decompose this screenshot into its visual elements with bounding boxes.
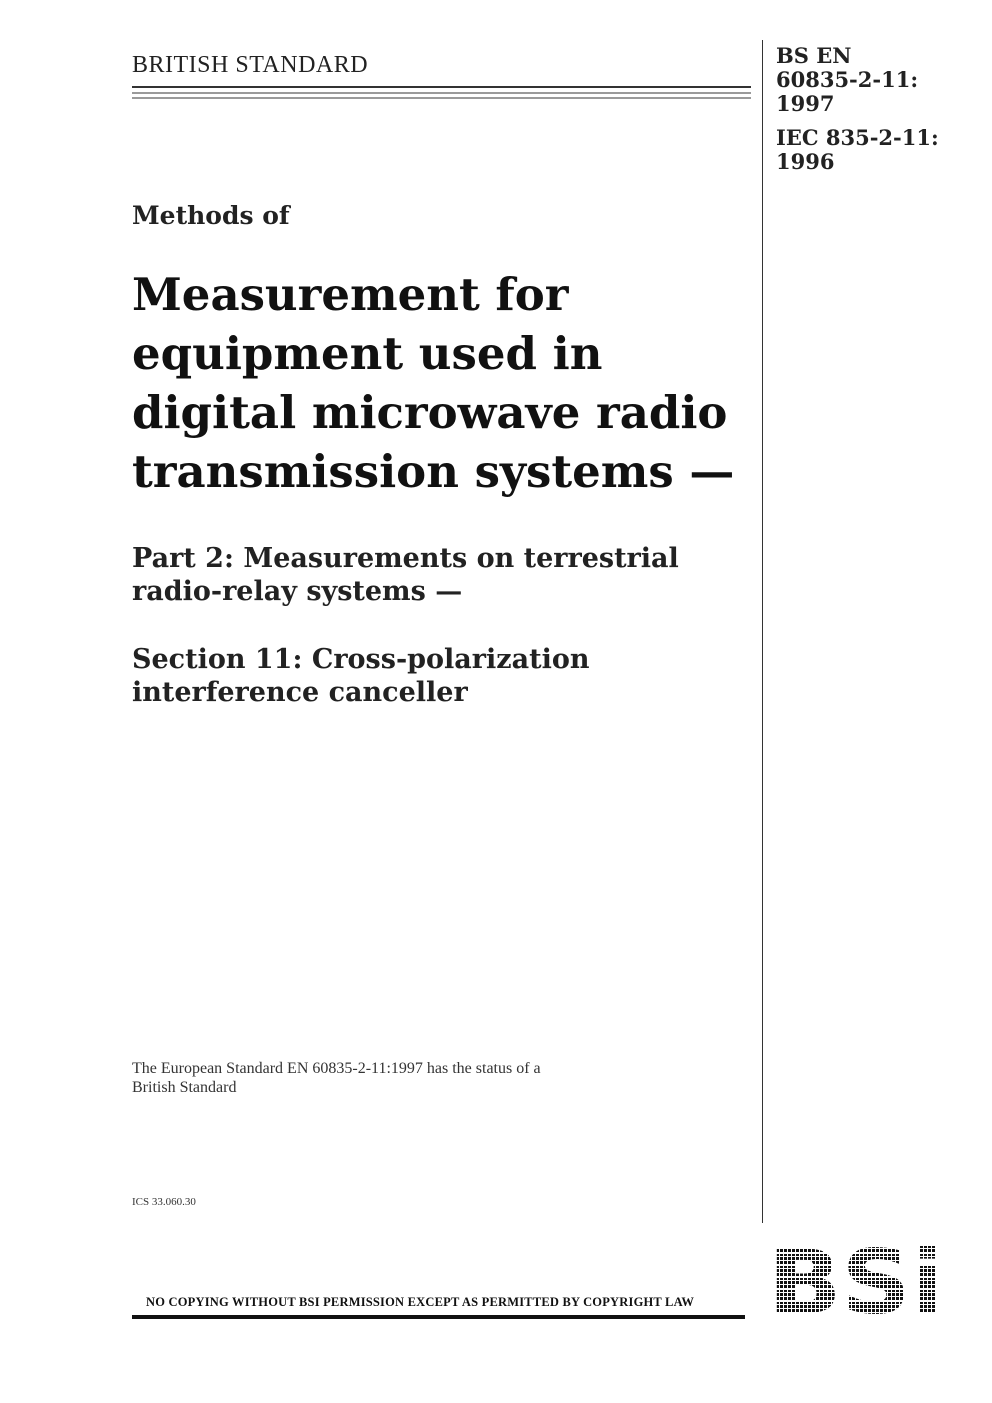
header-label: BRITISH STANDARD [132,52,369,78]
bs-en-number-line-1: BS EN [776,43,852,68]
section-title-line: Section 11: Cross-polarization [132,644,590,675]
header-rules [132,86,751,99]
header-rule-dark [132,86,751,88]
header-rule-light-2 [132,97,751,99]
bsi-logo-icon [768,1241,946,1317]
pre-title: Methods of [132,201,290,230]
iec-number-line-1: IEC 835-2-11: [776,125,939,150]
standard-numbers [776,44,976,174]
main-title [132,265,757,501]
status-note [132,1059,692,1097]
status-note-line: British Standard [132,1079,237,1096]
ics-code: ICS 33.060.30 [132,1196,196,1208]
part-title-line: Part 2: Measurements on terrestrial [132,543,679,574]
main-title-line: equipment used in [132,327,603,380]
main-title-line: transmission systems — [132,445,735,498]
copyright-notice: NO COPYING WITHOUT BSI PERMISSION EXCEPT AS PERMITTED BY COPYRIGHT LAW [146,1295,695,1309]
bs-en-number-line-2: 60835-2-11: [776,67,919,92]
part-title [132,542,752,608]
iec-number-line-2: 1996 [776,149,835,174]
bs-en-number-line-3: 1997 [776,91,835,116]
header-rule-light-1 [132,92,751,94]
bottom-rule [132,1315,745,1319]
main-title-line: digital microwave radio [132,386,728,439]
part-title-line: radio-relay systems — [132,576,463,607]
vertical-divider [762,40,763,1223]
main-title-line: Measurement for [132,268,569,321]
status-note-line: The European Standard EN 60835-2-11:1997 has the status of a [132,1060,541,1077]
section-title-line: interference canceller [132,677,468,708]
section-title [132,643,752,709]
